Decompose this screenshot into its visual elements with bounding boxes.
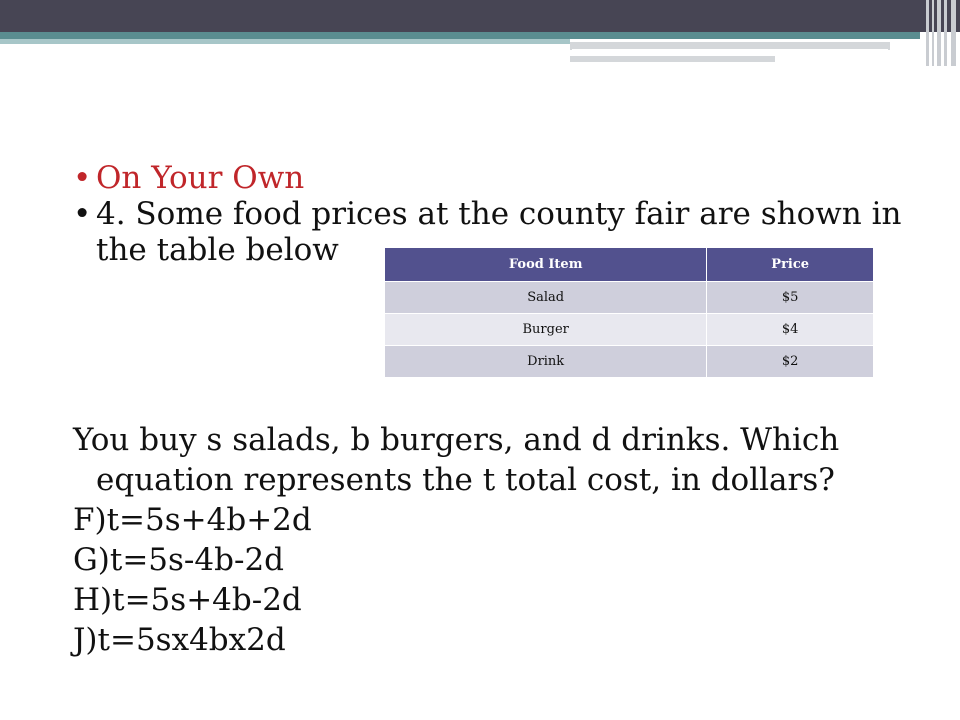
bullet-dot: • xyxy=(73,160,92,196)
followup-text: You buy s salads, b burgers, and d drinks. Which equation represents the t total cost, in dollars? xyxy=(73,422,840,498)
header-accent-line-light xyxy=(0,39,570,44)
slide-content xyxy=(73,160,933,660)
bullet-dot: • xyxy=(73,196,92,232)
column-header-food-item: Food Item xyxy=(385,248,707,282)
header-white-line xyxy=(572,49,888,51)
table-cell-food: Salad xyxy=(385,282,707,314)
food-price-table xyxy=(385,248,873,377)
table-cell-price: $2 xyxy=(707,346,873,378)
table-header-row xyxy=(385,248,873,282)
header-stripes xyxy=(926,0,960,66)
header-grey-strip-short xyxy=(570,56,775,62)
table-cell-price: $5 xyxy=(707,282,873,314)
table-row xyxy=(385,346,873,378)
table-row xyxy=(385,314,873,346)
table-cell-food: Burger xyxy=(385,314,707,346)
header-bar xyxy=(0,0,960,32)
option-f: F)t=5s+4b+2d xyxy=(73,502,312,538)
option-j: J)t=5sx4bx2d xyxy=(73,622,286,658)
option-g: G)t=5s-4b-2d xyxy=(73,542,285,578)
column-header-price: Price xyxy=(707,248,873,282)
heading-text: On Your Own xyxy=(96,160,305,196)
question-text: 4. Some food prices at the county fair are shown in the table below xyxy=(96,196,902,268)
bullet-heading xyxy=(73,160,933,196)
table-row xyxy=(385,282,873,314)
header-accent-line xyxy=(0,32,920,39)
option-h: H)t=5s+4b-2d xyxy=(73,582,302,618)
table-cell-price: $4 xyxy=(707,314,873,346)
table-cell-food: Drink xyxy=(385,346,707,378)
